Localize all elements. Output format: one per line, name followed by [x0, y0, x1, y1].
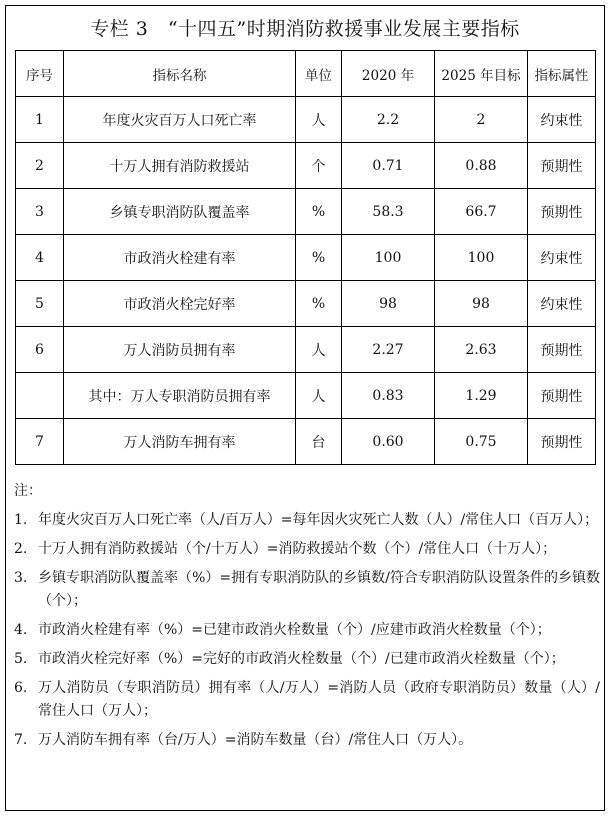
cell-unit: 人 — [296, 327, 342, 373]
cell-unit: 个 — [296, 143, 342, 189]
note-number: 5. — [14, 651, 28, 667]
cell-attribute: 约束性 — [528, 235, 596, 281]
cell-2025-target: 100 — [435, 235, 528, 281]
cell-2020: 2.2 — [342, 97, 435, 143]
cell-index — [16, 373, 64, 419]
note-item — [14, 509, 600, 532]
cell-indicator-name: 市政消火栓建有率 — [64, 235, 296, 281]
note-item — [14, 538, 600, 561]
note-text: 万人消防员（专职消防员）拥有率（人/万人）=消防人员（政府专职消防员）数量（人）/常住人口（万人）； — [38, 680, 600, 719]
cell-2025-target: 0.75 — [435, 419, 528, 465]
cell-index: 4 — [16, 235, 64, 281]
cell-indicator-name: 万人消防车拥有率 — [64, 419, 296, 465]
cell-2020: 0.71 — [342, 143, 435, 189]
cell-indicator-name: 万人消防员拥有率 — [64, 327, 296, 373]
cell-attribute: 预期性 — [528, 189, 596, 235]
note-item — [14, 729, 600, 752]
cell-unit: 人 — [296, 373, 342, 419]
note-text: 年度火灾百万人口死亡率（人/百万人）=每年因火灾死亡人数（人）/常住人口（百万人）； — [38, 512, 599, 528]
note-item — [14, 677, 600, 723]
cell-attribute: 预期性 — [528, 143, 596, 189]
note-number: 1. — [14, 512, 28, 528]
cell-attribute: 预期性 — [528, 373, 596, 419]
header-attribute: 指标属性 — [528, 51, 596, 97]
cell-2020: 100 — [342, 235, 435, 281]
table-row — [16, 97, 596, 143]
cell-attribute: 约束性 — [528, 97, 596, 143]
note-text: 市政消火栓完好率（%）=完好的市政消火栓数量（个）/已建市政消火栓数量（个）； — [38, 651, 565, 667]
cell-indicator-name: 其中：万人专职消防员拥有率 — [64, 373, 296, 419]
note-number: 6. — [14, 680, 28, 696]
table-row — [16, 281, 596, 327]
cell-unit: 台 — [296, 419, 342, 465]
cell-attribute: 约束性 — [528, 281, 596, 327]
note-number: 7. — [14, 732, 28, 748]
page-title: 专栏 3 “十四五”时期消防救援事业发展主要指标 — [90, 18, 520, 40]
note-text: 万人消防车拥有率（台/万人）=消防车数量（台）/常住人口（万人）。 — [38, 732, 473, 748]
cell-attribute: 预期性 — [528, 327, 596, 373]
note-item — [14, 619, 600, 642]
table-row — [16, 373, 596, 419]
table-header-row — [16, 51, 596, 97]
cell-2025-target: 98 — [435, 281, 528, 327]
cell-index: 7 — [16, 419, 64, 465]
cell-index: 3 — [16, 189, 64, 235]
table-row — [16, 143, 596, 189]
cell-2025-target: 66.7 — [435, 189, 528, 235]
cell-2025-target: 0.88 — [435, 143, 528, 189]
note-item — [14, 567, 600, 613]
cell-2025-target: 2 — [435, 97, 528, 143]
note-number: 4. — [14, 622, 28, 638]
cell-index: 2 — [16, 143, 64, 189]
note-number: 2. — [14, 541, 28, 557]
cell-2025-target: 1.29 — [435, 373, 528, 419]
cell-2020: 98 — [342, 281, 435, 327]
cell-unit: % — [296, 189, 342, 235]
table-row — [16, 327, 596, 373]
cell-2025-target: 2.63 — [435, 327, 528, 373]
note-text: 乡镇专职消防队覆盖率（%）=拥有专职消防队的乡镇数/符合专职消防队设置条件的乡镇数（个）； — [38, 570, 600, 609]
indicator-table — [15, 50, 596, 465]
cell-indicator-name: 年度火灾百万人口死亡率 — [64, 97, 296, 143]
note-text: 十万人拥有消防救援站（个/十万人）=消防救援站个数（个）/常住人口（十万人）； — [38, 541, 557, 557]
header-indicator-name: 指标名称 — [64, 51, 296, 97]
cell-unit: % — [296, 281, 342, 327]
cell-2020: 0.60 — [342, 419, 435, 465]
header-index: 序号 — [16, 51, 64, 97]
table-row — [16, 419, 596, 465]
cell-indicator-name: 乡镇专职消防队覆盖率 — [64, 189, 296, 235]
cell-2020: 2.27 — [342, 327, 435, 373]
cell-2020: 58.3 — [342, 189, 435, 235]
cell-index: 1 — [16, 97, 64, 143]
header-2020: 2020 年 — [342, 51, 435, 97]
cell-index: 6 — [16, 327, 64, 373]
notes-section — [14, 480, 600, 758]
table-row — [16, 189, 596, 235]
cell-attribute: 预期性 — [528, 419, 596, 465]
notes-heading: 注： — [14, 483, 42, 499]
cell-indicator-name: 市政消火栓完好率 — [64, 281, 296, 327]
note-number: 3. — [14, 570, 28, 586]
header-2025-target: 2025 年目标 — [435, 51, 528, 97]
note-text: 市政消火栓建有率（%）=已建市政消火栓数量（个）/应建市政消火栓数量（个）； — [38, 622, 551, 638]
note-item — [14, 648, 600, 671]
cell-unit: % — [296, 235, 342, 281]
cell-unit: 人 — [296, 97, 342, 143]
table-row — [16, 235, 596, 281]
cell-indicator-name: 十万人拥有消防救援站 — [64, 143, 296, 189]
cell-2020: 0.83 — [342, 373, 435, 419]
cell-index: 5 — [16, 281, 64, 327]
header-unit: 单位 — [296, 51, 342, 97]
